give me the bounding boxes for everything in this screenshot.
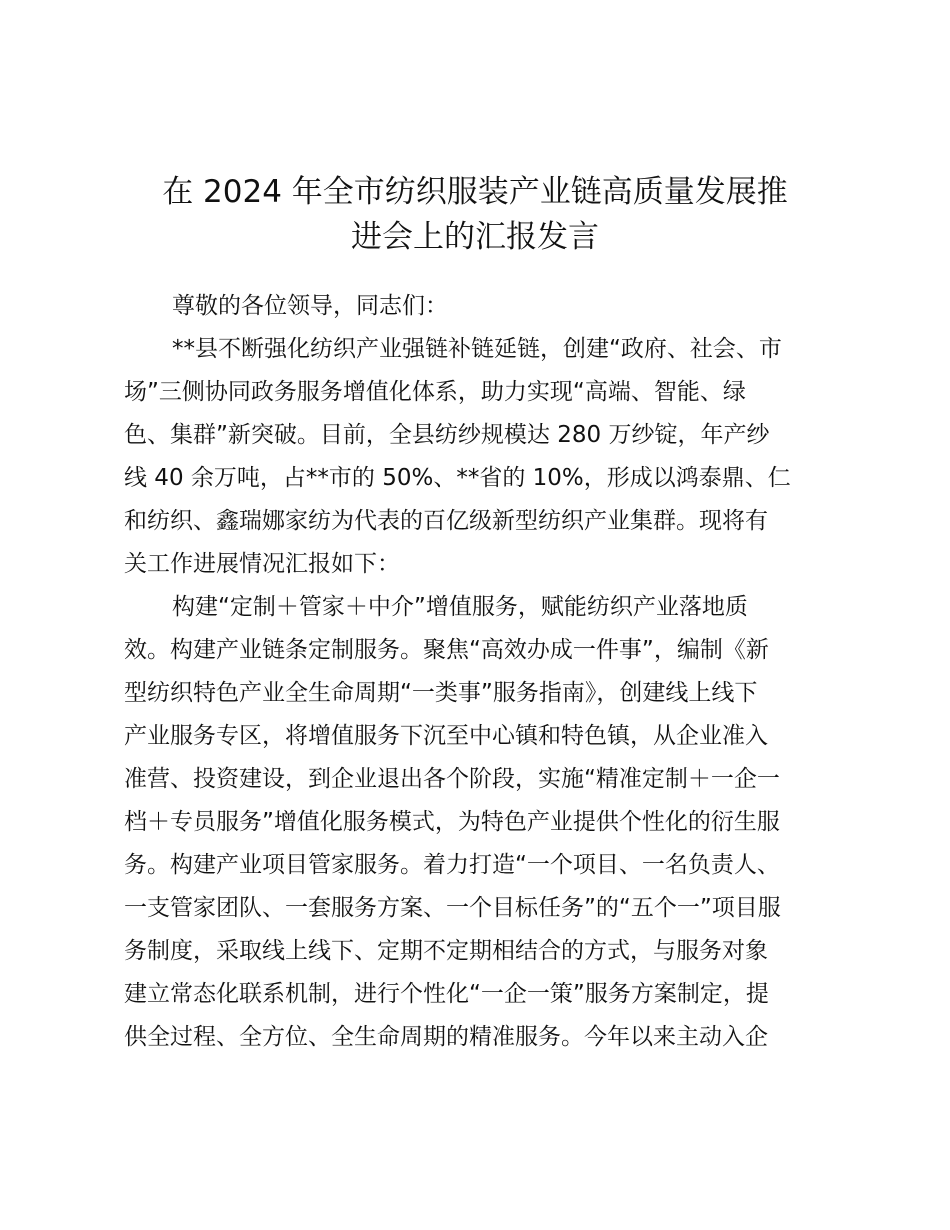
title-line-2: 进会上的汇报发言 xyxy=(351,219,599,255)
paragraph-line: 和纺织、鑫瑞娜家纺为代表的百亿级新型纺织产业集群。现将有 xyxy=(124,508,768,534)
paragraph-line: 准营、投资建设，到企业退出各个阶段，实施“精准定制＋一企一 xyxy=(124,766,780,792)
paragraph-line: 产业服务专区，将增值服务下沉至中心镇和特色镇，从企业准入 xyxy=(124,723,768,749)
paragraph-line: 型纺织特色产业全生命周期“一类事”服务指南》，创建线上线下 xyxy=(124,680,758,706)
title-line-1: 在 2024 年全市纺织服装产业链高质量发展推 xyxy=(162,174,788,210)
document-body xyxy=(124,285,840,1059)
paragraph-line: 档＋专员服务”增值化服务模式，为特色产业提供个性化的衍生服 xyxy=(124,809,780,835)
paragraph-line: 建立常态化联系机制，进行个性化“一企一策”服务方案制定，提 xyxy=(124,981,769,1007)
paragraph-line: 色、集群”新突破。目前，全县纺纱规模达 280 万纱锭，年产纱 xyxy=(124,422,770,448)
paragraph-line: 场”三侧协同政务服务增值化体系，助力实现“高端、智能、绿 xyxy=(124,379,746,405)
paragraph-line: 务。构建产业项目管家服务。着力打造“一个项目、一名负责人、 xyxy=(124,852,780,878)
paragraph-line: 供全过程、全方位、全生命周期的精准服务。今年以来主动入企 xyxy=(124,1024,768,1050)
paragraph-line: **县不断强化纺织产业强链补链延链，创建“政府、社会、市 xyxy=(172,336,782,362)
paragraph-line: 务制度，采取线上线下、定期不定期相结合的方式，与服务对象 xyxy=(124,938,768,964)
paragraph-line: 一支管家团队、一套服务方案、一个目标任务”的“五个一”项目服 xyxy=(124,895,781,921)
paragraph-line: 关工作进展情况汇报如下： xyxy=(124,551,400,577)
document-title xyxy=(120,170,830,260)
paragraph-line: 线 40 余万吨，占**市的 50%、**省的 10%，形成以鸿泰鼎、仁 xyxy=(124,465,791,491)
paragraph-line: 效。构建产业链条定制服务。聚焦“高效办成一件事”，编制《新 xyxy=(124,637,769,663)
salutation: 尊敬的各位领导，同志们： xyxy=(172,293,448,319)
paragraph-line: 构建“定制＋管家＋中介”增值服务，赋能纺织产业落地质 xyxy=(172,594,748,620)
